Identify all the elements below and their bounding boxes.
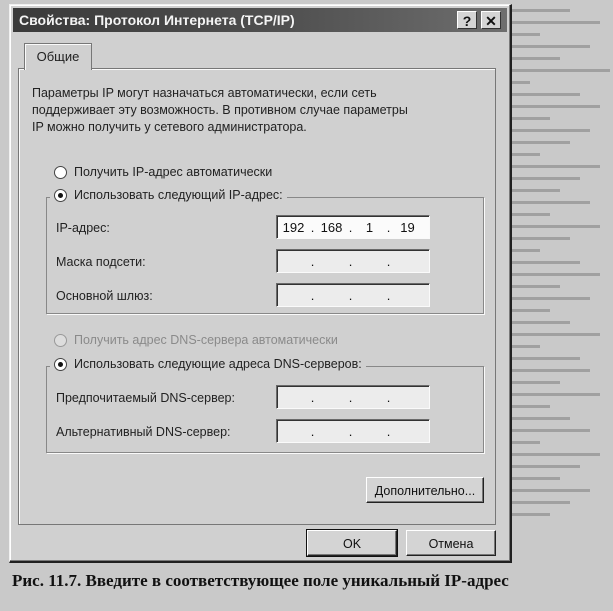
ip-octet: 19 (400, 219, 415, 235)
ip-auto-label: Получить IP-адрес автоматически (74, 165, 273, 179)
window-title: Свойства: Протокол Интернета (TCP/IP) (19, 12, 295, 28)
alternate-dns-label: Альтернативный DNS-сервер: (56, 425, 231, 439)
ip-octet: 168 (320, 219, 343, 235)
description-line: IP можно получить у сетевого администратора. (32, 120, 307, 134)
figure-caption: Рис. 11.7. Введите в соответствующее поле уникальный IP-адрес (12, 571, 509, 590)
dns-auto-label: Получить адрес DNS-сервера автоматически (74, 333, 338, 347)
ip-address-label: IP-адрес: (56, 221, 110, 235)
help-icon: ? (462, 13, 472, 29)
dns-auto-radio[interactable] (54, 333, 338, 347)
ip-manual-label: Использовать следующий IP-адрес: (74, 188, 283, 202)
default-gateway-input[interactable]: . . . (276, 283, 430, 307)
close-icon: ✕ (485, 13, 497, 29)
preferred-dns-input[interactable]: . . . (276, 385, 430, 409)
subnet-mask-input[interactable]: . . . (276, 249, 430, 273)
tcpip-properties-dialog (9, 4, 512, 563)
description-text (32, 85, 432, 136)
ip-auto-radio[interactable] (54, 165, 272, 179)
close-button[interactable] (481, 11, 501, 29)
subnet-mask-label: Маска подсети: (56, 255, 146, 269)
ip-address-input[interactable]: 192 . 168 . 1 . 19 (276, 215, 430, 239)
radio-selected-icon (54, 189, 67, 202)
radio-icon (54, 334, 67, 347)
ok-button[interactable]: OK (307, 530, 397, 556)
alternate-dns-input[interactable]: . . . (276, 419, 430, 443)
description-line: поддерживает эту возможность. В противном случае параметры (32, 103, 408, 117)
ip-manual-radio[interactable] (50, 188, 287, 202)
radio-selected-icon (54, 358, 67, 371)
ip-octet: 1 (365, 219, 374, 235)
cancel-button[interactable]: Отмена (406, 530, 496, 556)
radio-icon (54, 166, 67, 179)
help-button[interactable] (457, 11, 477, 29)
default-gateway-label: Основной шлюз: (56, 289, 153, 303)
preferred-dns-label: Предпочитаемый DNS-сервер: (56, 391, 235, 405)
dns-manual-radio[interactable] (50, 357, 366, 371)
title-bar[interactable] (13, 8, 507, 32)
dns-manual-label: Использовать следующие адреса DNS-серверов: (74, 357, 362, 371)
description-line: Параметры IP могут назначаться автоматически, если сеть (32, 86, 377, 100)
advanced-button[interactable]: Дополнительно... (366, 477, 484, 503)
ip-octet: 192 (282, 219, 305, 235)
tab-general[interactable]: Общие (24, 43, 92, 70)
